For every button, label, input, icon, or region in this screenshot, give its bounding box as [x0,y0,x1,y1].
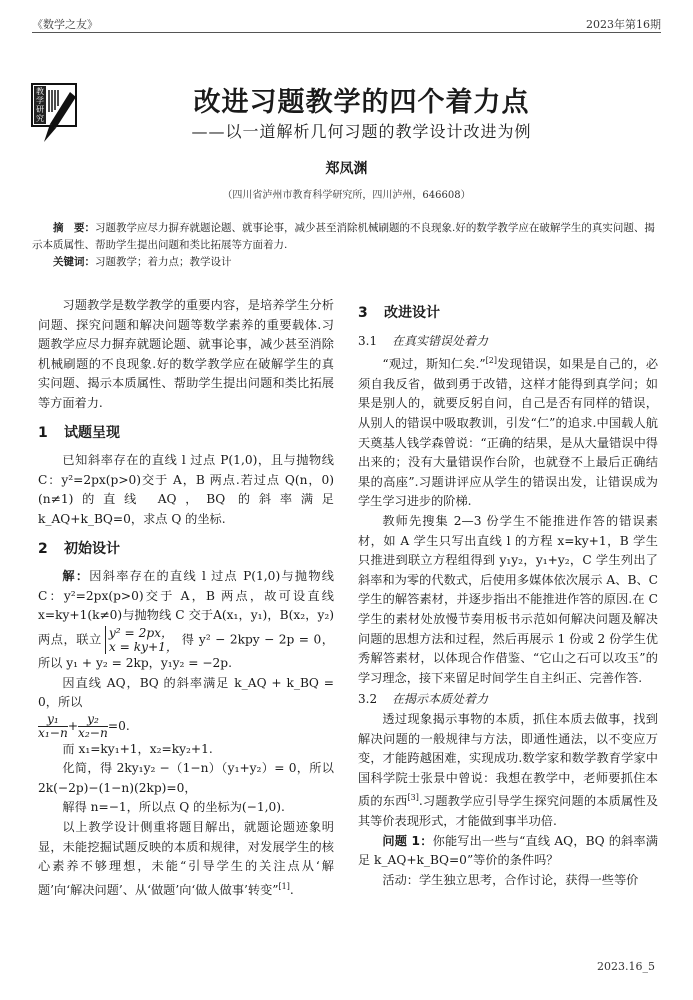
paragraph-3-1-a: “观过，斯知仁矣.”[2]发现错误，如果是自己的，必须自我反省，做到勇于改错，这样才能得到真学问；如果是别人的，就要反躬自问，自己是否有同样的错误，从别人的错误中吸取教训，引发“仁”的追求.中国载人航天奠基人钱学森曾说：“正确的结果，是从大量错误中得出来的；没有大量错误作台阶，也就登不上最后正确结果的高座”.习题讲评应从学生的错误出发，让错误成为学生学习进步的阶梯. [358,356,659,509]
author-affiliation: （四川省泸州市教育科学研究所，四川泸州，646608） [222,190,471,201]
solution-label: 解： [62,569,90,584]
subsection-3-1-heading: 3.1 在真实错误处着力 [358,333,489,348]
section-3-heading: 3 改进设计 [358,305,440,321]
subsection-3-2-heading: 3.2 在揭示本质处着力 [358,692,489,707]
keywords-text: 习题教学；着力点；教学设计 [95,256,232,268]
solution-paragraph-1: 解：因斜率存在的直线 l 过点 P(1,0)与抛物线 C：y²=2px(p>0)交于 A，B 两点，故可设直线 x=ky+1(k≠0)与抛物线 C 交于A(x₁，y₁)，B(x₂，y₂)两点，联立 y² = 2px， x = ky+1， 得 y² − 2kpy − 2p = 0，所以 y₁ + y₂ = 2kp，y₁y₂ = −2p. [38,569,334,670]
abstract-label: 摘 要： [53,222,95,234]
left-column [38,296,334,901]
comment-paragraph: 以上教学设计侧重将题目解出，就题论题迹象明显，未能挖掘试题反映的本质和规律，对发展学生的核心素养不够理想，未能“引导学生的关注点从‘解题’向‘解决问题’、从‘做题’向‘做人做事’转变”[1]. [38,820,334,897]
svg-text:研: 研 [36,105,44,114]
page-number: 2023.16_5 [597,960,655,973]
problem-statement: 已知斜率存在的直线 l 过点 P(1,0)，且与抛物线 C：y²=2px(p>0)交于 A，B 两点.若过点 Q(n，0)(n≠1)的直线 AQ，BQ 的斜率满足 k_AQ+k_BQ=0，求点 Q 的坐标. [38,453,334,526]
abstract-text: 习题教学应尽力摒弃就题论题、就事论事，减少甚至消除机械刷题的不良现象.好的数学教学应在破解学生的真实问题、揭示本质属性、帮助学生提出问题和类比拓展等方面着力. [32,222,655,251]
paragraph-3-1-b: 教师先搜集 2—3 份学生不能推进作答的错误素材，如 A 学生只写出直线 l 的方程 x=ky+1，B 学生只推进到联立方程组得到 y₁y₂，y₁+y₂，C 学生列出了斜率和为零的代数式，后使用多媒体依次展示 A、B、C 学生的解答素材，并逐步指出不能推进作答的原因.在 C 学生的素材处放慢节奏用板书示范如何解决问题及解决问题的思想方法和过程，然后再展示 1 份或 2 份学生优秀解答素材，以体现合作借鉴、“它山之石可以攻玉”的学习理念，接下来留足时间学生自主纠正、完善作答. [358,514,658,685]
solution-paragraph-2: 因直线 AQ，BQ 的斜率满足 k_AQ + k_BQ = 0，所以 [38,675,334,710]
article-title: 改进习题教学的四个着力点 [193,87,530,118]
question-1-label: 问题 1： [382,833,433,848]
citation-3: [3] [407,793,419,803]
right-column [358,296,658,890]
section-1-heading: 1 试题呈现 [38,424,120,441]
svg-text:究: 究 [36,114,44,123]
section-2-heading: 2 初始设计 [38,540,120,557]
solution-paragraph-4: 化简，得 2ky₁y₂ −（1−n）（y₁+y₂）= 0，所以 2k(−2p)−(1−n)(2kp)=0， [38,761,334,795]
article-subtitle: ——以一道解析几何习题的教学设计改进为例 [191,122,532,141]
author-name: 郑凤渊 [325,161,368,177]
solution-paragraph-3: 而 x₁=ky₁+1，x₂=ky₂+1. [62,741,213,756]
fraction-equation: $\frac{\text{y₁}}{\text{x₁−n}}$ + $\frac{\text{y₂}}{\text{x₂−n}}$ =0. [38,711,130,740]
journal-name: 《数学之友》 [32,18,98,31]
solution-paragraph-5: 解得 n=−1，所以点 Q 的坐标为(−1,0). [62,800,285,815]
activity-paragraph: 活动：学生独立思考，合作讨论，获得一些等价 [382,872,639,887]
svg-text:学: 学 [36,96,44,105]
keywords [32,254,663,271]
equation-system: y² = 2px， x = ky+1， [105,626,178,654]
citation-2: [2] [485,356,497,366]
citation-1: [1] [278,881,290,891]
intro-paragraph: 习题教学是数学教学的重要内容，是培养学生分析问题、探究问题和解决问题等数学素养的重要载体.习题教学应尽力摒弃就题论题、就事论事，减少甚至消除机械刷题的不良现象.好的数学教学应在破解学生的真实问题、揭示本质属性、帮助学生提出问题和类比拓展等方面着力. [38,298,334,410]
keywords-label: 关键词： [53,256,95,268]
question-1: 问题 1：你能写出一些与“直线 AQ，BQ 的斜率满足 k_AQ+k_BQ=0”等价的条件吗？ [358,833,658,868]
abstract [32,220,663,254]
svg-text:教: 教 [36,87,44,96]
running-header [32,14,661,33]
abstract-block [32,220,663,271]
paragraph-3-2: 透过现象揭示事物的本质，抓住本质去做事，找到解决问题的一般规律与方法，即通性通法，以不变应万变，才能跨越困难，实现成功.数学家和数学教育学家中国科学院士张景中曾说：我想在教学中，老师要抓住本质的东西[3].习题教学应引导学生探究问题的本质属性及其等价表现形式，才能做到事半功倍. [358,711,659,828]
issue-number: 2023年第16期 [586,18,661,31]
